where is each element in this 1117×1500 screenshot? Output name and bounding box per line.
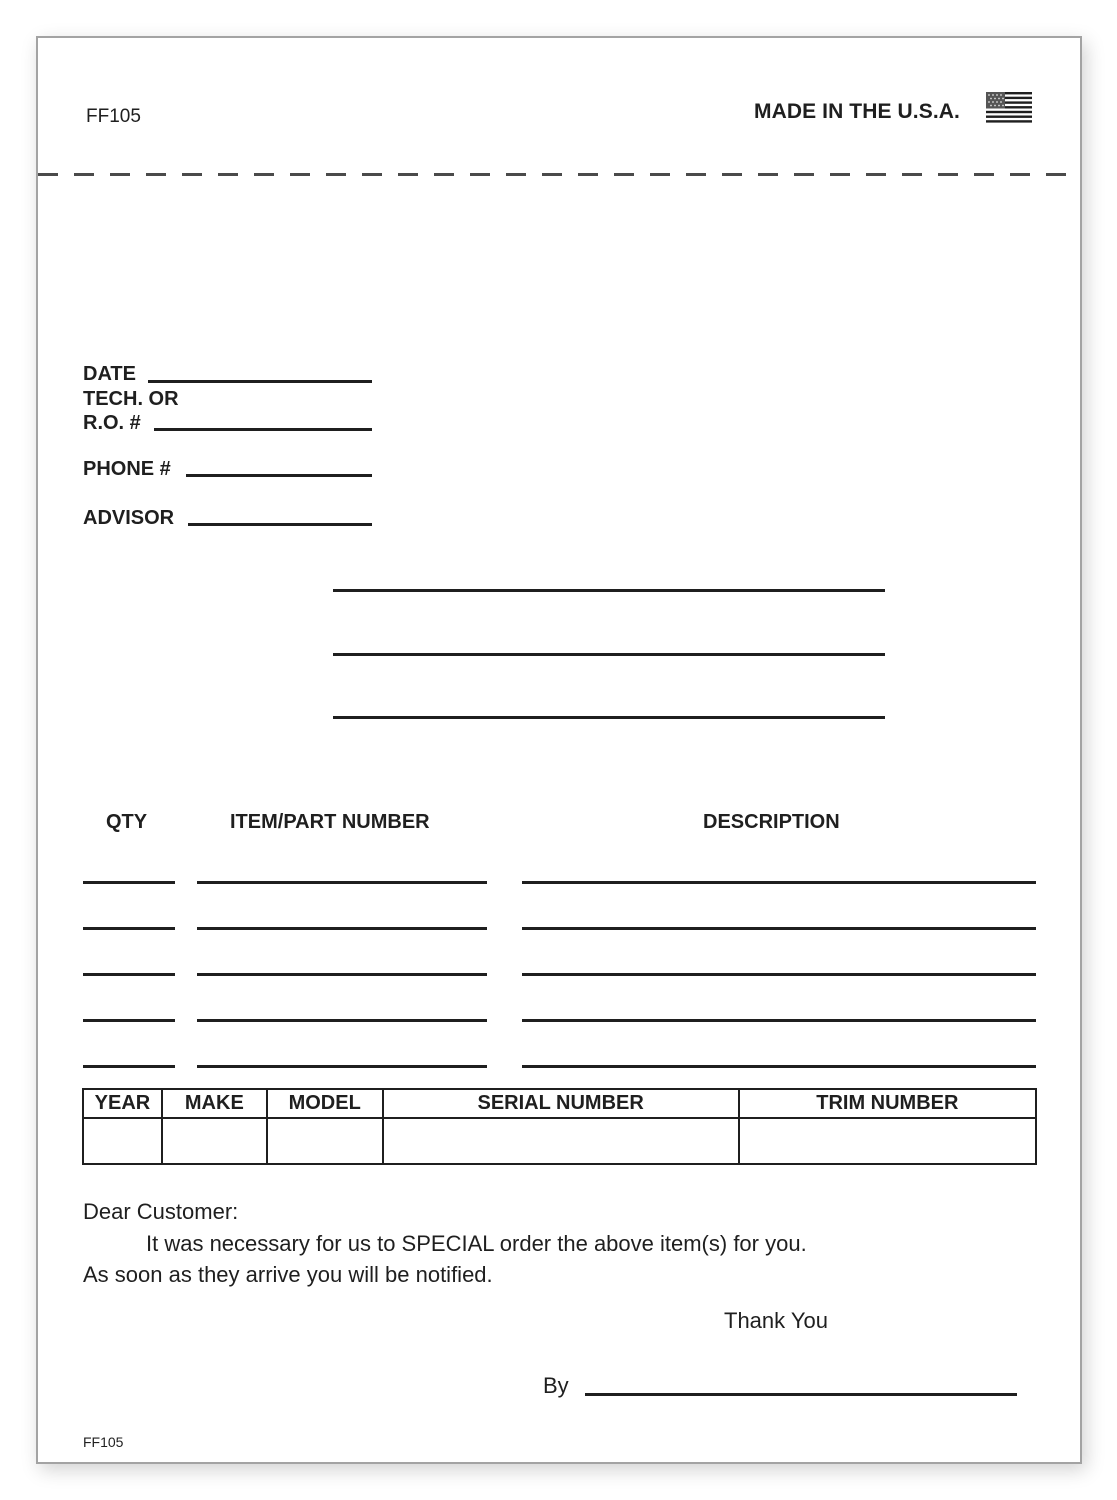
- letter-greeting: Dear Customer:: [83, 1199, 239, 1224]
- item-part-number-header: ITEM/PART NUMBER: [230, 811, 430, 833]
- description-field[interactable]: [522, 881, 1036, 884]
- qty-header: QTY: [106, 811, 148, 833]
- customer-line-1[interactable]: [333, 589, 885, 592]
- serial-number-cell[interactable]: [383, 1118, 739, 1164]
- model-header: MODEL: [267, 1089, 383, 1118]
- vehicle-value-row: [83, 1118, 1036, 1164]
- perforation-line: [38, 173, 1080, 176]
- description-header: DESCRIPTION: [703, 811, 840, 833]
- qty-field[interactable]: [83, 881, 175, 884]
- letter-line-1: It was necessary for us to SPECIAL order the above item(s) for you.: [146, 1231, 807, 1256]
- make-header: MAKE: [162, 1089, 267, 1118]
- form-sheet: [36, 36, 1082, 1464]
- qty-field[interactable]: [83, 973, 175, 976]
- trim-number-header: TRIM NUMBER: [739, 1089, 1036, 1118]
- us-flag-icon: [986, 92, 1032, 123]
- form-code-top: FF105: [86, 106, 141, 127]
- qty-field[interactable]: [83, 1065, 175, 1068]
- customer-line-3[interactable]: [333, 716, 885, 719]
- qty-field[interactable]: [83, 927, 175, 930]
- tech-label-line1: TECH. OR: [83, 388, 179, 410]
- tech-label-line2: R.O. #: [83, 412, 141, 434]
- description-field[interactable]: [522, 973, 1036, 976]
- year-cell[interactable]: [83, 1118, 162, 1164]
- customer-line-2[interactable]: [333, 653, 885, 656]
- signature-field[interactable]: [585, 1393, 1017, 1396]
- made-in-usa-label: MADE IN THE U.S.A.: [754, 100, 960, 123]
- by-label: By: [543, 1373, 569, 1398]
- item-part-number-field[interactable]: [197, 927, 487, 930]
- item-part-number-field[interactable]: [197, 881, 487, 884]
- vehicle-header-row: [83, 1089, 1036, 1118]
- form-code-bottom: FF105: [83, 1434, 124, 1450]
- date-label: DATE: [83, 363, 136, 385]
- date-field[interactable]: [148, 380, 372, 383]
- letter-closing: Thank You: [724, 1308, 828, 1333]
- item-part-number-field[interactable]: [197, 973, 487, 976]
- advisor-field[interactable]: [188, 523, 372, 526]
- letter-line-2: As soon as they arrive you will be notified.: [83, 1262, 493, 1287]
- year-header: YEAR: [83, 1089, 162, 1118]
- advisor-label: ADVISOR: [83, 507, 175, 529]
- model-cell[interactable]: [267, 1118, 383, 1164]
- description-field[interactable]: [522, 927, 1036, 930]
- qty-field[interactable]: [83, 1019, 175, 1022]
- trim-number-cell[interactable]: [739, 1118, 1036, 1164]
- description-field[interactable]: [522, 1019, 1036, 1022]
- item-part-number-field[interactable]: [197, 1019, 487, 1022]
- serial-number-header: SERIAL NUMBER: [383, 1089, 739, 1118]
- make-cell[interactable]: [162, 1118, 267, 1164]
- item-part-number-field[interactable]: [197, 1065, 487, 1068]
- vehicle-info-table: [82, 1088, 1037, 1165]
- description-field[interactable]: [522, 1065, 1036, 1068]
- phone-label: PHONE #: [83, 458, 171, 480]
- tech-ro-field[interactable]: [154, 428, 372, 431]
- phone-field[interactable]: [186, 474, 372, 477]
